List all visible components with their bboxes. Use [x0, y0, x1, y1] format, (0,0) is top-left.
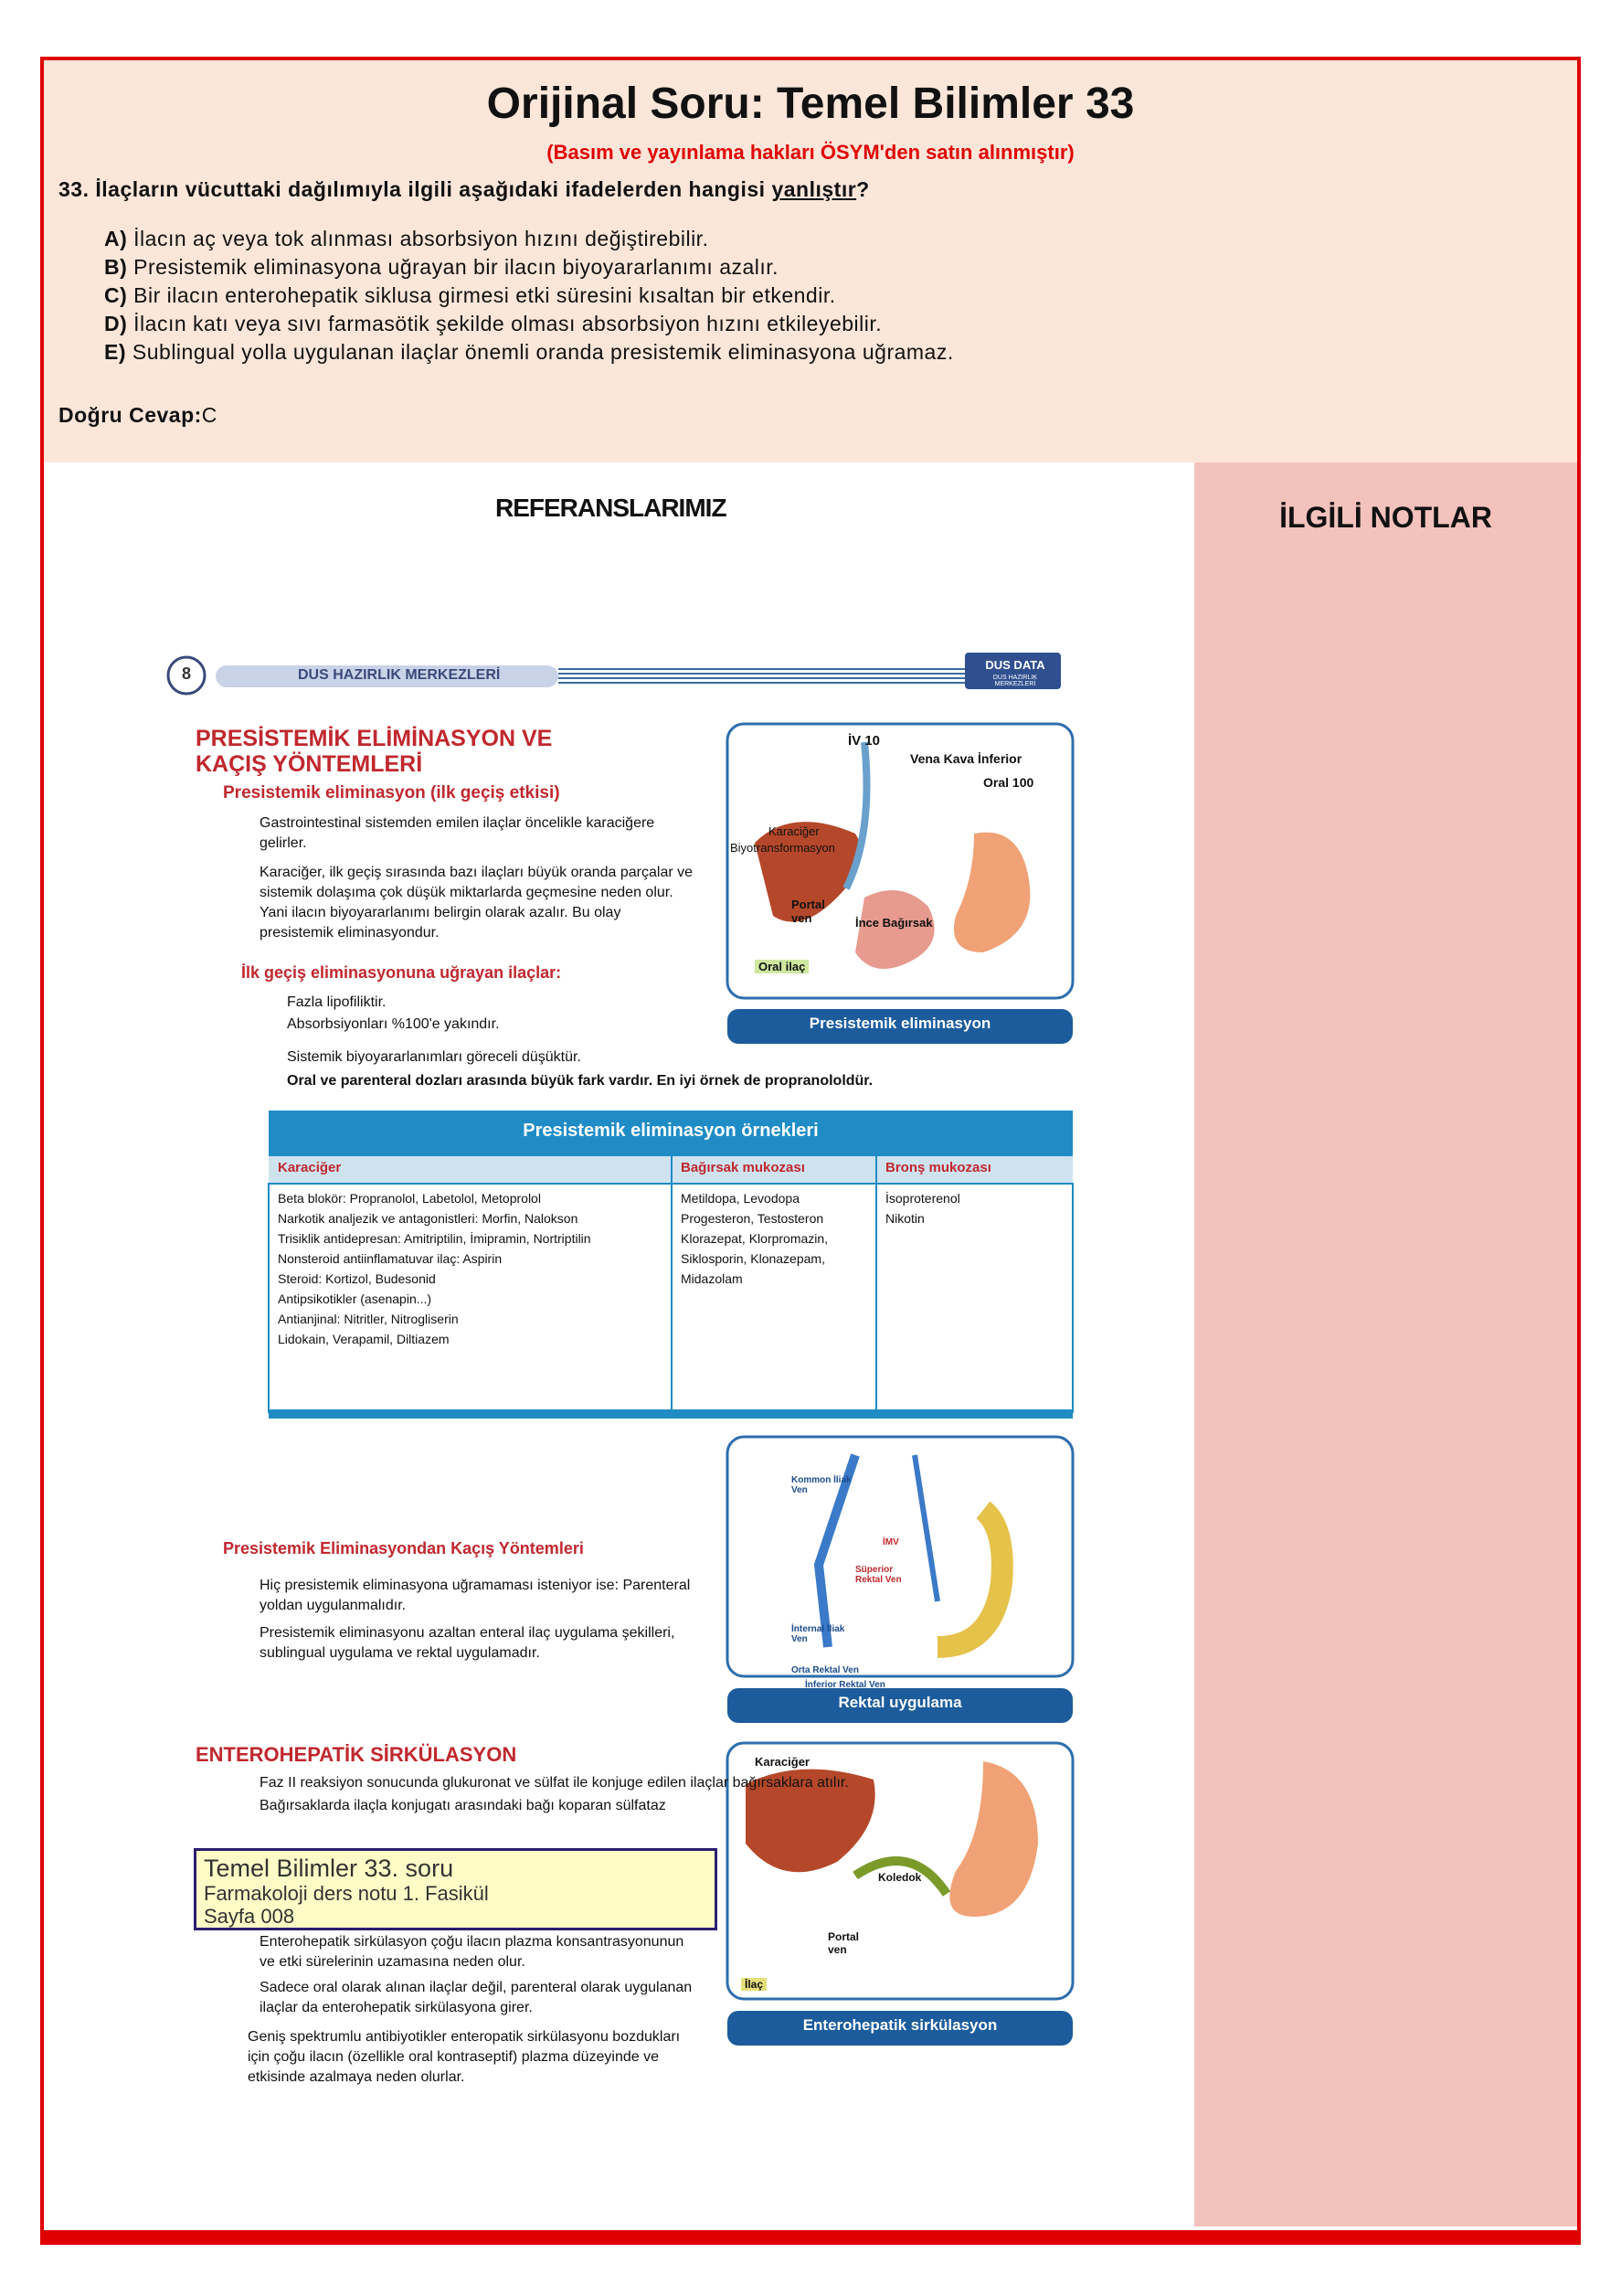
ref-header-band-text: DUS HAZIRLIK MERKEZLERİ [298, 667, 501, 683]
copyright-note: (Basım ve yayınlama hakları ÖSYM'den satın alınmıştır) [546, 141, 1075, 164]
fig3-caption: Enterohepatik sirkülasyon [802, 2016, 998, 2034]
options-list [104, 225, 954, 367]
table-col1-item: Narkotik analjezik ve antagonistleri: Morfin, Nalokson [278, 1211, 578, 1226]
table-col1-item: Antipsikotikler (asenapin...) [278, 1292, 432, 1306]
ref-bullet11: Enterohepatik sirkülasyon çoğu ilacın plazma konsantrasyonunun ve etki sürelerinin uzamasına neden olur. [260, 1934, 684, 1970]
page-title: Orijinal Soru: Temel Bilimler 33 [486, 80, 1135, 128]
ref-bullet7: Hiç presistemik eliminasyona uğramaması isteniyor ise: Parenteral yoldan uygulanmalıdır. [260, 1578, 691, 1613]
ref-bullet5: Sistemik biyoyararlanımları göreceli düşüktür. [287, 1049, 581, 1065]
fig2-label-orta: Orta Rektal Ven [791, 1665, 859, 1675]
ref-bullet1: Gastrointestinal sistemden emilen ilaçlar öncelikle karaciğere gelirler. [260, 815, 655, 851]
header-stripes [558, 669, 965, 683]
ref-sub2: İlk geçiş eliminasyonuna uğrayan ilaçlar: [241, 963, 562, 982]
sticky-note[interactable] [194, 1848, 717, 1930]
ref-bullet6: Oral ve parenteral dozları arasında büyük fark vardır. En iyi örnek de propranololdür. [287, 1073, 874, 1089]
ref-bullet4: Absorbsiyonları %100'e yakındır. [287, 1016, 500, 1032]
ref-section1-title-1: PRESİSTEMİK ELİMİNASYON VE [196, 726, 553, 751]
ref-bullet13: Geniş spektrumlu antibiyotikler enteropatik sirkülasyonu bozdukları için çoğu ilacın (özellikle oral kontraseptif) plazma düzeyinde ve etkisinde azalmaya neden olurlar. [248, 2029, 681, 2085]
question-number: 33. [58, 177, 90, 201]
option-b [104, 253, 954, 282]
question-area [44, 60, 1577, 462]
reference-page-image [60, 596, 1193, 2218]
fig2-caption: Rektal uygulama [838, 1694, 962, 1711]
option-e-text: Sublingual yolla uygulanan ilaçlar önemli oranda presistemik eliminasyona uğramaz. [132, 340, 954, 364]
ref-section2-title: ENTEROHEPATİK SİRKÜLASYON [196, 1743, 517, 1766]
option-e [104, 338, 954, 367]
ref-logo-text: DUS DATA [985, 658, 1045, 672]
table-col2-item: Metildopa, Levodopa [681, 1191, 800, 1206]
fig1-caption: Presistemik eliminasyon [809, 1015, 991, 1032]
table-col1-item: Lidokain, Verapamil, Diltiazem [278, 1332, 450, 1346]
ref-bullet9: Faz II reaksiyon sonucunda glukuronat ve sülfat ile konjuge edilen ilaçlar bağırsaklara atılır. [260, 1775, 849, 1791]
fig1-label-oral: Oral 100 [983, 775, 1034, 790]
notes-title: İLGİLİ NOTLAR [1279, 501, 1492, 534]
fig2-label-superior: Süperior Rektal Ven [855, 1565, 902, 1585]
fig1-label-vka: Vena Kava İnferior [910, 751, 1022, 766]
ref-bullet8: Presistemik eliminasyonu azaltan enteral ilaç uygulama şekilleri, sublingual uygulama ve rektal uygulamadır. [260, 1625, 675, 1661]
table-col1-item: Beta blokör: Propranolol, Labetolol, Metoprolol [278, 1191, 541, 1206]
table-header-bagirsak: Bağırsak mukozası [681, 1160, 805, 1175]
option-d [104, 310, 954, 338]
fig1-label-karaciger: Karaciğer [768, 824, 820, 838]
table-header-brons: Bronş mukozası [885, 1160, 991, 1175]
question-underlined-word: yanlıştır [771, 177, 857, 201]
option-c-label: C) [104, 283, 128, 307]
fig3-label-koledok: Koledok [878, 1871, 922, 1884]
table-col3-item: Nikotin [885, 1211, 925, 1226]
ref-bullet12: Sadece oral olarak alınan ilaçlar değil, parenteral olarak uygulanan ilaçlar da enterohepatik sirkülasyona girer. [260, 1980, 693, 2015]
table-col1-item: Steroid: Kortizol, Budesonid [278, 1271, 436, 1286]
fig3-label-portal: Portal ven [828, 1930, 860, 1956]
ref-bullet3: Fazla lipofiliktir. [287, 994, 387, 1010]
references-title: REFERANSLARIMIZ [495, 494, 726, 522]
ref-sub3: Presistemik Eliminasyondan Kaçış Yöntemleri [223, 1539, 584, 1557]
ref-sub1: Presistemik eliminasyon (ilk geçiş etkisi) [223, 783, 560, 803]
fig2-label-internal: İnternal İliak Ven [791, 1624, 845, 1644]
option-a-label: A) [104, 227, 128, 250]
option-d-text: İlacın katı veya sıvı farmasötik şekilde olması absorbsiyon hızını etkileyebilir. [133, 312, 883, 335]
table-header-karaciger: Karaciğer [278, 1160, 342, 1175]
answer-value: C [201, 403, 217, 427]
fig1-label-iv: İV 10 [848, 733, 881, 749]
table-col3-item: İsoproterenol [885, 1191, 960, 1206]
table-col2-item: Klorazepat, Klorpromazin, Siklosporin, Klonazepam, Midazolam [681, 1231, 829, 1286]
option-e-label: E) [104, 340, 126, 364]
option-c [104, 282, 954, 310]
fig3-label-ilac: İlaç [741, 1978, 767, 1991]
fig3-label-karaciger: Karaciğer [755, 1755, 810, 1769]
table-col3 [885, 1188, 1068, 1228]
fig1-label-ince: İnce Bağırsak [855, 916, 933, 930]
table-col1-item: Trisiklik antidepresan: Amitriptilin, İmipramin, Nortriptilin [278, 1231, 591, 1246]
fig2-label-kommon: Kommon İliak Ven [791, 1475, 852, 1495]
sticky-line3: Sayfa 008 [204, 1905, 295, 1928]
option-b-text: Presistemik eliminasyona uğrayan bir ilacın biyoyararlanımı azalır. [133, 255, 779, 279]
fig2-label-inferior: İnferior Rektal Ven [805, 1680, 885, 1690]
question-stem [58, 177, 870, 202]
table-col1 [278, 1188, 662, 1349]
fig1-label-oral-ilac: Oral ilaç [755, 960, 809, 973]
question-mark: ? [856, 177, 870, 201]
option-d-label: D) [104, 312, 128, 335]
fig2-label-imv: İMV [883, 1537, 899, 1547]
fig1-label-portal: Portal ven [791, 898, 825, 925]
table-title: Presistemik eliminasyon örnekleri [523, 1121, 819, 1141]
fig2-frame [727, 1437, 1073, 1676]
table-col1-item: Antianjinal: Nitritler, Nitrogliserin [278, 1312, 459, 1326]
option-b-label: B) [104, 255, 128, 279]
table-col2-item: Progesteron, Testosteron [681, 1211, 824, 1226]
ref-bullet2: Karaciğer, ilk geçiş sırasında bazı ilaçları büyük oranda parçalar ve sistemik dolaşıma çok düşük miktarlarda geçmesine neden olur. Yani ilacın biyoyararlanımı belirgin olarak azalır. Bu olay presistemik eliminasyondur. [260, 865, 694, 941]
option-a-text: İlacın aç veya tok alınması absorbsiyon hızını değiştirebilir. [133, 227, 709, 250]
bottom-red-bar [40, 2230, 1581, 2245]
ref-section1-title-2: KAÇIŞ YÖNTEMLERİ [196, 751, 423, 777]
answer-label: Doğru Cevap: [58, 403, 202, 427]
question-text: İlaçların vücuttaki dağılımıyla ilgili aşağıdaki ifadelerden hangisi [95, 177, 772, 201]
option-a [104, 225, 954, 253]
ref-logo-sub: DUS HAZIRLIK MERKEZLERİ [992, 675, 1038, 687]
table-col1-item: Nonsteroid antiinflamatuvar ilaç: Aspirin [278, 1251, 503, 1266]
fig1-label-biyotransformasyon: Biyotransformasyon [730, 841, 835, 855]
correct-answer [58, 403, 217, 428]
sticky-line1: Temel Bilimler 33. soru [204, 1855, 454, 1882]
ref-page-number: 8 [181, 664, 191, 683]
sticky-line2: Farmakoloji ders notu 1. Fasikül [204, 1882, 489, 1905]
table-col2 [681, 1188, 868, 1289]
option-c-text: Bir ilacın enterohepatik siklusa girmesi etki süresini kısaltan bir etkendir. [133, 283, 836, 307]
ref-bullet10: Bağırsaklarda ilaçla konjugatı arasındaki bağı koparan sülfataz [260, 1798, 666, 1813]
notes-column [1194, 462, 1577, 2227]
